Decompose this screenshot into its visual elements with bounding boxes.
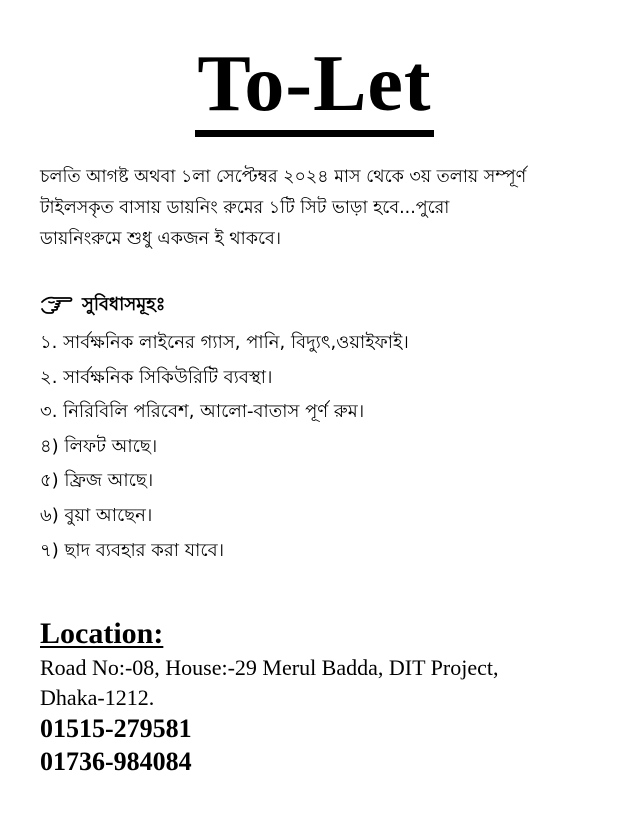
- list-item: ৩. নিরিবিলি পরিবেশ, আলো-বাতাস পূর্ণ রুম।: [40, 401, 365, 423]
- phone-number: 01736-984084: [40, 747, 192, 776]
- features-list: [40, 326, 409, 568]
- list-item: ২. সার্বক্ষনিক সিকিউরিটি ব্যবস্থা।: [40, 366, 273, 388]
- address-line: Road No:-08, House:-29 Merul Badda, DIT Project,: [40, 655, 499, 680]
- address-line: Dhaka-1212.: [40, 685, 155, 710]
- list-item: ৪) লিফট আছে।: [40, 435, 158, 457]
- intro-line: ডায়নিংরুমে শুধু একজন ই থাকবে।: [40, 229, 281, 249]
- list-item: ৬) বুয়া আছেন।: [40, 504, 153, 526]
- features-heading: [40, 290, 165, 320]
- pointing-hand-icon: [40, 293, 74, 317]
- intro-paragraph: [40, 162, 600, 255]
- list-item: ৫) ফ্রিজ আছে।: [40, 470, 154, 492]
- intro-line: টাইলসকৃত বাসায় ডায়নিং রুমের ১টি সিট ভাড়া হবে...পুরো: [40, 198, 450, 218]
- page-title: To-Let: [195, 44, 433, 137]
- list-item: ১. সার্বক্ষনিক লাইনের গ্যাস, পানি, বিদ্যুৎ,ওয়াইফাই।: [40, 332, 409, 353]
- phone-numbers: [40, 712, 192, 778]
- list-item: ৭) ছাদ ব্যবহার করা যাবে।: [40, 539, 225, 561]
- title-wrap: [0, 40, 629, 137]
- intro-line: চলতি আগষ্ট অথবা ১লা সেপ্টেম্বর ২০২৪ মাস থেকে ৩য় তলায় সম্পূর্ণ: [40, 167, 527, 187]
- address: [40, 653, 615, 713]
- phone-number: 01515-279581: [40, 714, 192, 743]
- location-heading: Location:: [40, 617, 164, 650]
- features-heading-text: সুবিধাসমূহঃ: [82, 294, 166, 315]
